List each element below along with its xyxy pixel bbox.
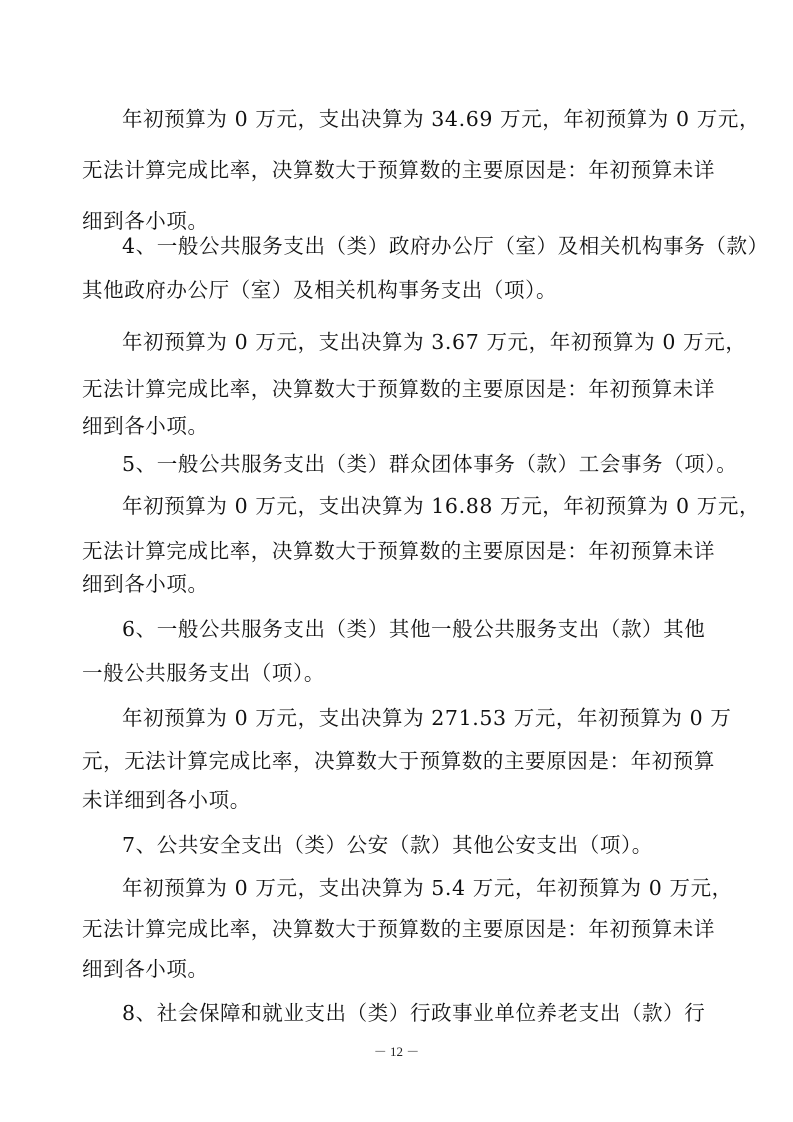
paragraph-line: 无法计算完成比率，决算数大于预算数的主要原因是：年初预算未详	[82, 539, 715, 563]
section-heading-line: 8、社会保障和就业支出（类）行政事业单位养老支出（款）行	[122, 1001, 706, 1025]
section-heading-line: 7、公共安全支出（类）公安（款）其他公安支出（项）。	[122, 833, 653, 857]
section-heading-line: 5、一般公共服务支出（类）群众团体事务（款）工会事务（项）。	[122, 452, 738, 476]
paragraph-line: 年初预算为 0 万元，支出决算为 3.67 万元，年初预算为 0 万元，	[122, 330, 747, 354]
paragraph-line: 年初预算为 0 万元，支出决算为 5.4 万元，年初预算为 0 万元，	[122, 876, 733, 900]
paragraph-line: 细到各小项。	[82, 209, 209, 233]
paragraph-line: 细到各小项。	[82, 414, 209, 438]
section-heading-line: 一般公共服务支出（项）。	[82, 661, 325, 685]
paragraph-line: 元，无法计算完成比率，决算数大于预算数的主要原因是：年初预算	[82, 749, 715, 773]
section-heading-line: 其他政府办公厅（室）及相关机构事务支出（项）。	[82, 278, 558, 302]
paragraph-line: 未详细到各小项。	[82, 788, 251, 812]
paragraph-line: 无法计算完成比率，决算数大于预算数的主要原因是：年初预算未详	[82, 917, 715, 941]
section-heading-line: 4、一般公共服务支出（类）政府办公厅（室）及相关机构事务（款）	[122, 234, 769, 258]
paragraph-line: 细到各小项。	[82, 572, 209, 596]
paragraph-line: 无法计算完成比率，决算数大于预算数的主要原因是：年初预算未详	[82, 377, 715, 401]
section-heading-line: 6、一般公共服务支出（类）其他一般公共服务支出（款）其他	[122, 617, 706, 641]
paragraph-line: 年初预算为 0 万元，支出决算为 271.53 万元，年初预算为 0 万	[122, 706, 732, 730]
paragraph-line: 无法计算完成比率，决算数大于预算数的主要原因是：年初预算未详	[82, 158, 715, 182]
page-number: － 12 －	[373, 1044, 420, 1059]
paragraph-line: 年初预算为 0 万元，支出决算为 16.88 万元，年初预算为 0 万元，	[122, 494, 761, 518]
paragraph-line: 年初预算为 0 万元，支出决算为 34.69 万元，年初预算为 0 万元，	[122, 107, 761, 131]
paragraph-line: 细到各小项。	[82, 957, 209, 981]
